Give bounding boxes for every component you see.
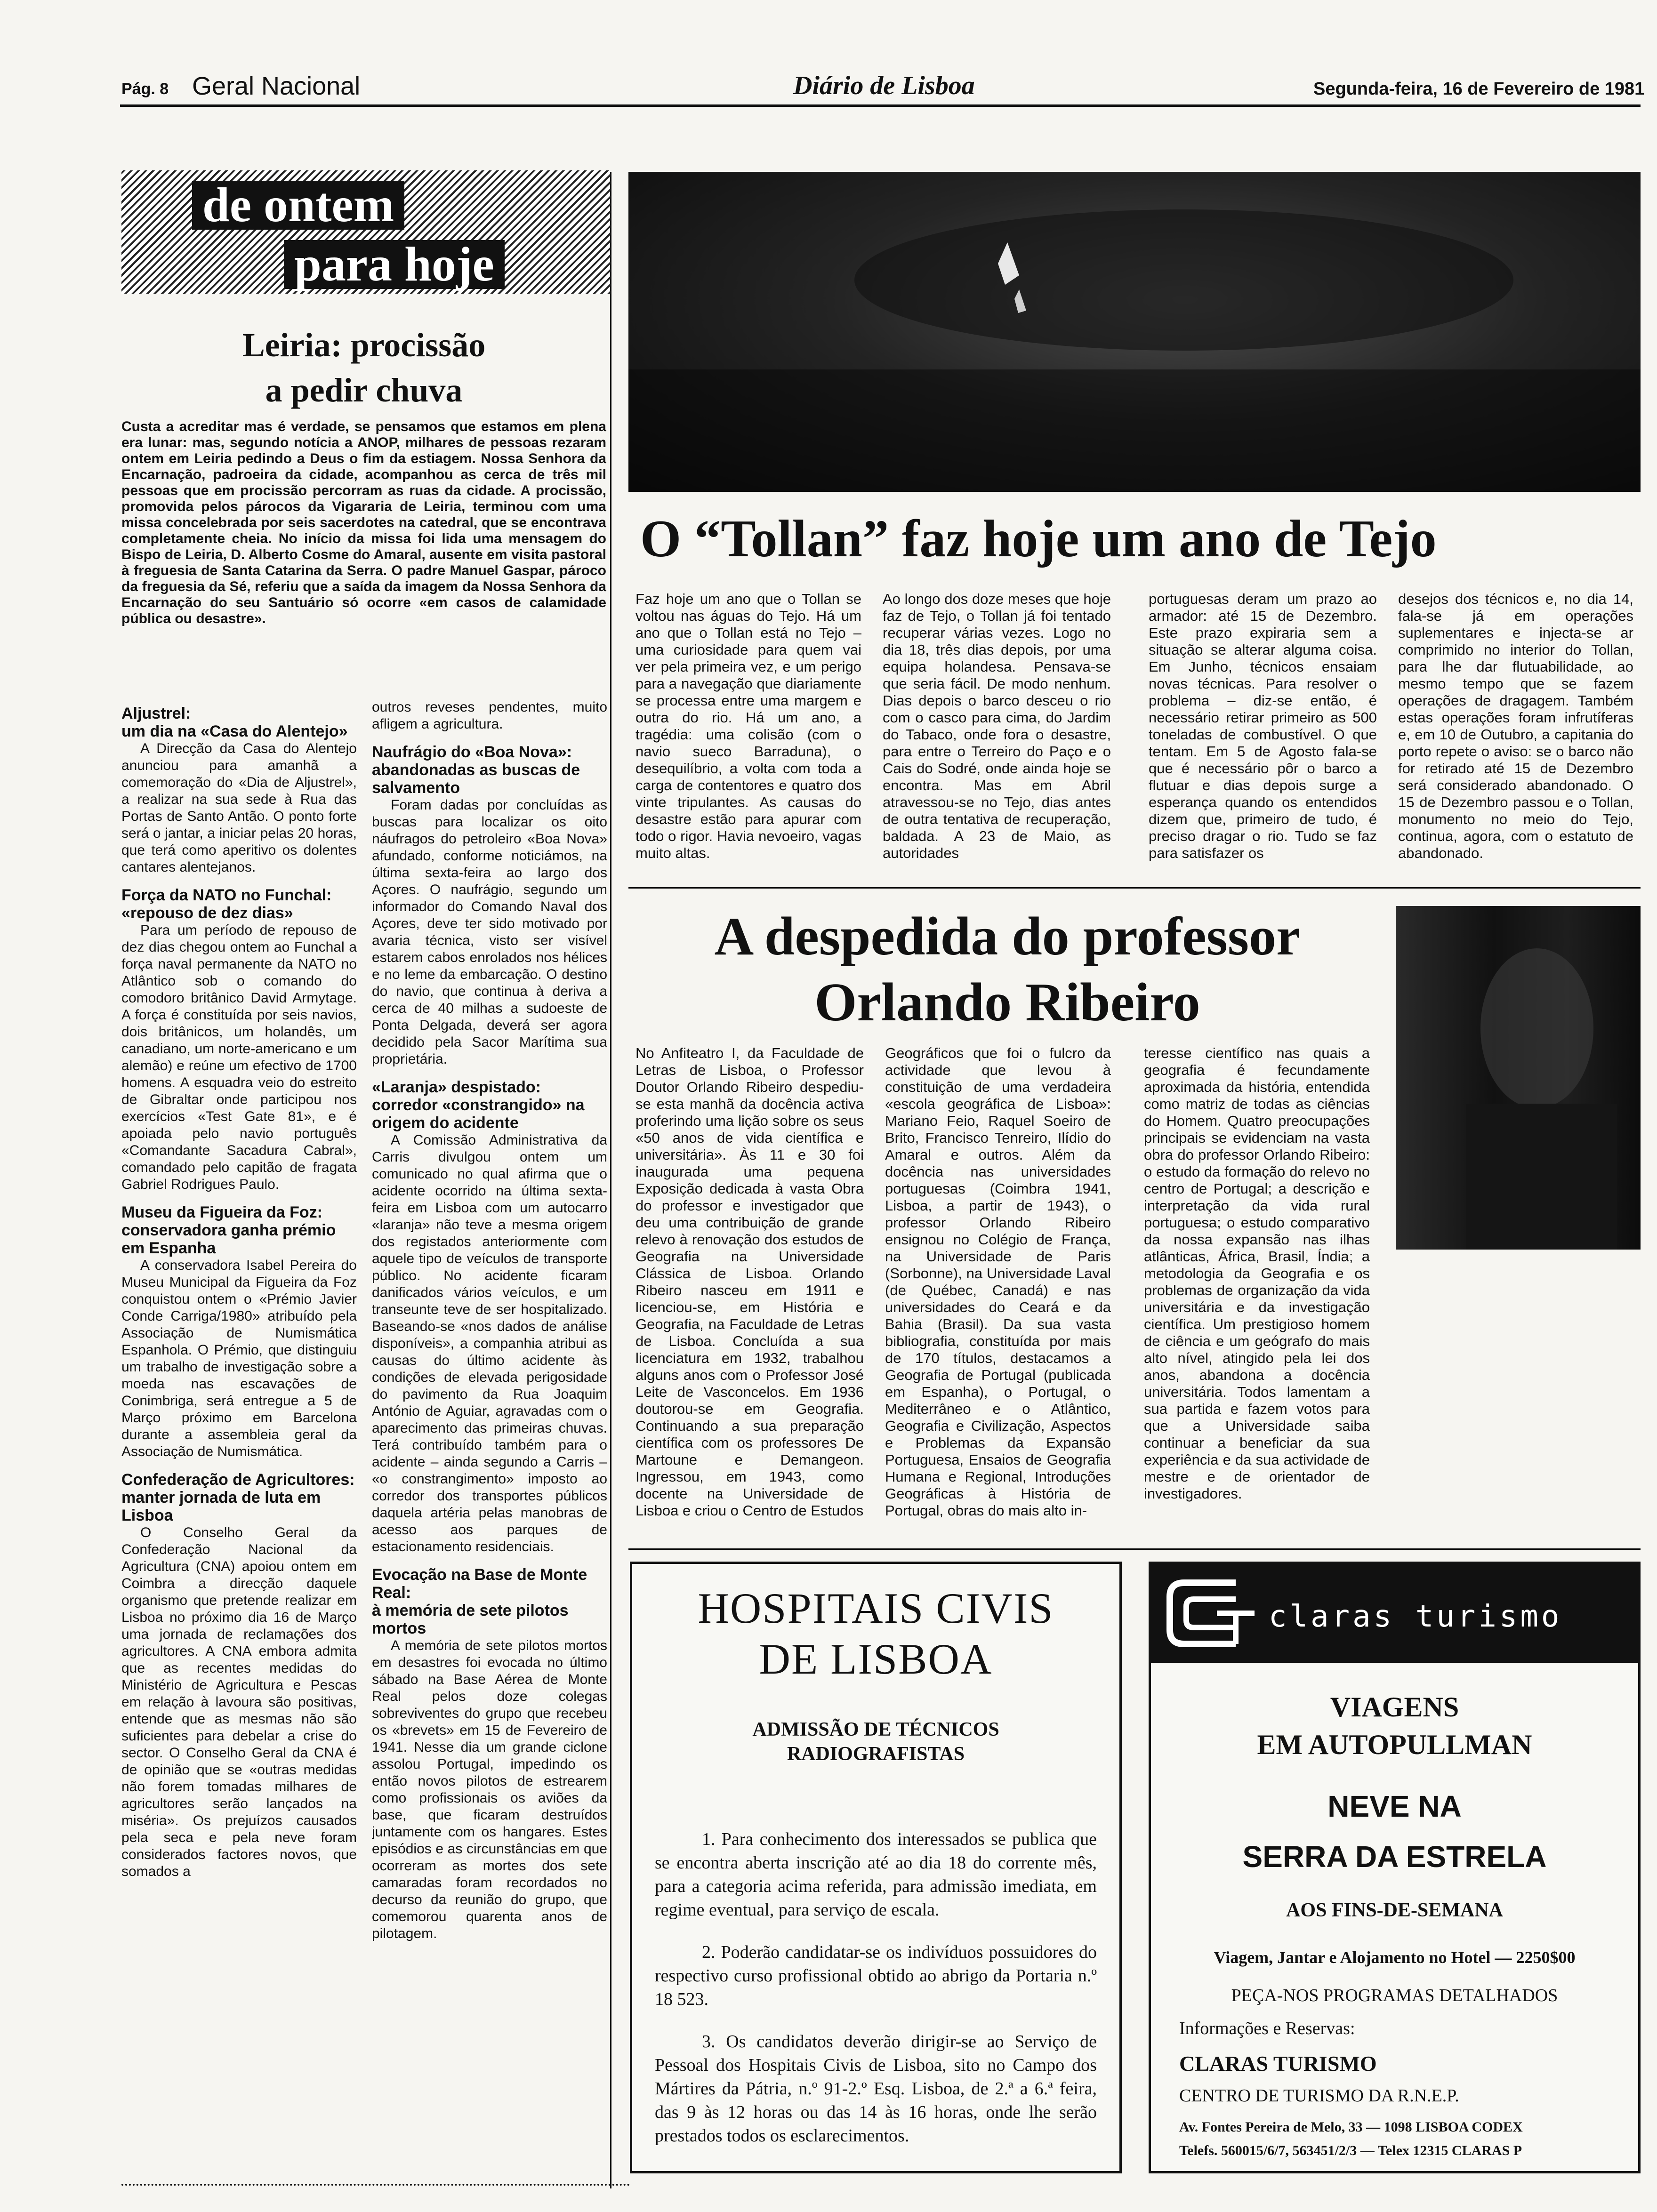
brief-subheadline: «repouso de dez dias» bbox=[121, 904, 293, 922]
orlando-title-line1: A despedida do professor bbox=[714, 906, 1301, 967]
tollan-col-2: Ao longo dos doze meses que hoje faz de Tejo, o Tollan já foi tentado recuperar várias vezes. Logo no dia 18, três dias depois, por uma equipa holandesa. Pensava-se que seria fácil. De modo nenhum. Dias depois o barco desceu o rio com o casco para cima, do Jardim do Tabaco, onde fora o desastre, para entre o Terreiro do Paço e o Cais do Sodré, onde ainda hoje se encontra. Mas em Abril atravessou-se no Tejo, dias antes de outra tentativa de recuperação, baldada. A 23 de Maio, as autoridades bbox=[883, 591, 1111, 861]
brief-text: A memória de sete pilotos mortos em desastres foi evocada no último sábado na Base Aérea de Monte Real pelos doze colegas sobreviventes do grupo que recebeu os «brevets» em 15 de Fevereiro de 1941. Nesse dia um grande ciclone assolou Portugal, impedindo os então novos pilotos de estrearem como profissionais os aviões da base, que ficaram destruídos juntamente com os hangares. Estes episódios e as circunstâncias em que ocorreram as mortes dos sete camaradas foram recordados no decurso da reunião do grupo, que comemorou quarenta anos de pilotagem. bbox=[372, 1638, 607, 1941]
brief-headline: Evocação na Base de Monte Real: bbox=[372, 1566, 587, 1602]
ct-logo-icon bbox=[1165, 1578, 1259, 1649]
tollan-col-3: portuguesas deram um prazo ao armador: até 15 de Dezembro. Este prazo expiraria sem a situação se alterar alguma coisa. Em Junho, técnicos ensaiam novas técnicas. Para resolver o problema – diz-se então, é necessário retirar primeiro as 500 toneladas de combustível. O que tentam. Em 5 de Agosto fala-se que é necessário pôr o barco a flutuar e dias depois surge a esperança quando os entendidos dizem que, primeiro de tudo, é preciso dragar o rio. Tudo se faz para satisfazer os bbox=[1149, 591, 1377, 861]
brief-nato bbox=[121, 886, 357, 1193]
tollan-col-4: desejos dos técnicos e, no dia 14, fala-se já em operações suplementares e injecta-se ar comprimido no interior do Tollan, para lhe dar flutuabilidade, ao mesmo tempo que se fazem operações de dragagem. Também estas operações foram infrutíferas e, em 10 de Outubro, a capitania do porto repete o aviso: se o barco não for retirado até 15 de Dezembro será considerado abandonado. O 15 de Dezembro passou e o Tollan, monumento no meio do Tejo, continua, agora, com o estatuto de abandonado. bbox=[1398, 591, 1633, 861]
brief-museu bbox=[121, 1203, 357, 1460]
brief-headline: Museu da Figueira da Foz: bbox=[121, 1203, 322, 1221]
claras-fins-de-semana: AOS FINS-DE-SEMANA bbox=[1286, 1899, 1503, 1921]
ad-hospitais-title bbox=[655, 1583, 1097, 1684]
ship-hull-shape bbox=[628, 172, 1641, 492]
ad-title-line2: DE LISBOA bbox=[759, 1635, 993, 1683]
brief-subheadline: conservadora ganha prémio em Espanha bbox=[121, 1221, 336, 1257]
brief-text: A Direcção da Casa do Alentejo anunciou para amanhã a comemoração do «Dia de Aljustrel», a realizar na sua sede à Rua das Portas de Santo Antão. O ponto forte será o jantar, a iniciar pelas 20 horas, que terá como aperitivo os dolentes cantares alentejanos. bbox=[121, 741, 357, 875]
claras-logo-text: claras turismo bbox=[1269, 1599, 1562, 1634]
claras-serra: SERRA DA ESTRELA bbox=[1242, 1840, 1547, 1874]
ad-paragraph-1: 1. Para conhecimento dos interessados se publica que se encontra aberta inscrição até ao dia 18 do corrente mês, para a categoria acima referida, para admissão imediata, em regime eventual, para serviço de escala. bbox=[655, 1829, 1097, 1920]
claras-address: Av. Fontes Pereira de Melo, 33 — 1098 LISBOA CODEX bbox=[1179, 2119, 1523, 2135]
briefs-column-1 bbox=[121, 694, 357, 2174]
brief-text: Foram dadas por concluídas as buscas para localizar os oito náufragos do petroleiro «Boa Nova» afundado, conforme noticiámos, na última sexta-feira ao largo dos Açores. O naufrágio, segundo um informador do Comando Naval dos Açores, deve ter sido motivado por avaria técnica, visto ser visível estarem cabos enrolados nos hélices e no leme da embarcação. O destino do navio, que continua à deriva a cerca de 40 milhas a sudoeste de Ponta Delgada, deverá ser agora decidido pela Sacor Marítima sua proprietária. bbox=[372, 797, 607, 1067]
claras-logo-bar bbox=[1151, 1564, 1638, 1663]
portrait-figure bbox=[1396, 906, 1641, 1250]
section-name: Geral Nacional bbox=[192, 72, 361, 100]
claras-brand-name: CLARAS TURISMO bbox=[1179, 2052, 1377, 2076]
tollan-photo bbox=[628, 172, 1641, 492]
leiria-lead: Custa a acreditar mas é verdade, se pensamos que estamos em plena era lunar: mas, segundo notícia a ANOP, milhares de pessoas rezaram ontem em Leiria pedindo a Deus o fim da estiagem. Nossa Senhora da Encarnação, padroeira da cidade, acompanhou as cerca de três mil pessoas que em procissão percorram as ruas da cidade. A procissão, promovida pelos párocos da Vigararia de Leiria, terminou com uma missa concelebrada por seis sacerdotes na catedral, que se encontrava completamente cheia. No início da missa foi lida uma mensagem do Bispo de Leiria, D. Alberto Cosme do Amaral, ausente em visita pastoral à freguesia de Santa Catarina da Serra. O padre Manuel Gaspar, pároco da freguesia da Sé, referiu que a saída da imagem da Nossa Senhora da Encarnação do seu Santuário só ocorre «em casos de calamidade pública ou desastre». bbox=[121, 419, 606, 626]
brief-headline: «Laranja» despistado: bbox=[372, 1078, 541, 1096]
ad-claras-turismo bbox=[1149, 1562, 1641, 2173]
ad-hospitais bbox=[630, 1562, 1122, 2173]
ad-paragraph-3: 3. Os candidatos deverão dirigir-se ao Serviço de Pessoal dos Hospitais Civis de Lisboa, sito no Campo dos Mártires da Pátria, n.º 91-2.º Esq. Lisboa, de 2.ª a 6.ª feira, das 9 às 12 horas ou das 14 às 16 horas, onde lhe serão prestados todos os esclarecimentos. bbox=[655, 2032, 1097, 2146]
brief-subheadline: manter jornada de luta em Lisboa bbox=[121, 1489, 321, 1524]
orlando-col-3: teresse científico nas quais a geografia é fecundamente aproximada da história, entendida como matriz de todas as ciências do Homem. Quatro preocupações principais se evidenciam na vasta obra do professor Orlando Ribeiro: o estudo da formação do relevo no centro de Portugal; a descrição e interpretação da vida rural portuguesa; o estudo comparativo da nossa expansão nas ilhas atlânticas, África, Brasil, Índia; a metodologia da Geografia e os problemas de organização da vida universitária e da investigação científica. Um prestigioso homem de ciência e um geógrafo do mais alto nível, atingido pela lei dos anos, abandona a docência universitária. Todos lamentam a sua partida e fazem votos para que a Universidade saiba continuar a beneficiar da sua experiência e da sua actividade de mestre e de orientador de investigadores. bbox=[1144, 1045, 1370, 1502]
brief-text: outros reveses pendentes, muito afligem a agricultura. bbox=[372, 699, 607, 732]
brief-laranja bbox=[372, 1078, 607, 1555]
ad-title-line1: HOSPITAIS CIVIS bbox=[698, 1584, 1054, 1632]
banner-line2: para hoje bbox=[284, 240, 505, 289]
header-rule bbox=[120, 104, 1641, 107]
tollan-bottom-rule bbox=[628, 887, 1641, 889]
brief-subheadline: corredor «constrangido» na origem do acidente bbox=[372, 1096, 585, 1132]
brief-headline: Confederação de Agricultores: bbox=[121, 1471, 355, 1489]
leiria-headline bbox=[121, 322, 606, 413]
leiria-title-line2: a pedir chuva bbox=[265, 371, 463, 409]
brief-headline: Aljustrel: bbox=[121, 705, 191, 722]
orlando-portrait-photo bbox=[1396, 906, 1641, 1250]
masthead-logo: Diário de Lisboa bbox=[793, 71, 975, 100]
section-banner bbox=[121, 170, 610, 294]
claras-centro: CENTRO DE TURISMO DA R.N.E.P. bbox=[1179, 2086, 1459, 2106]
brief-naufragio bbox=[372, 743, 607, 1068]
ad-paragraph-2: 2. Poderão candidatar-se os indivíduos possuidores do respectivo curso profissional obtido ao abrigo da Portaria n.º 18 523. bbox=[655, 1942, 1097, 2009]
bottom-dotted-rule bbox=[121, 2184, 630, 2186]
brief-subheadline: à memória de sete pilotos mortos bbox=[372, 1602, 569, 1637]
issue-date: Segunda-feira, 16 de Fevereiro de 1981 bbox=[1313, 79, 1645, 99]
leiria-title-line1: Leiria: procissão bbox=[242, 326, 486, 364]
brief-headline: Naufrágio do «Boa Nova»: bbox=[372, 743, 572, 761]
brief-text: A Comissão Administrativa da Carris divulgou ontem um comunicado no qual afirma que o acidente ocorrido na última sexta-feira em Lisboa com um autocarro «laranja» não teve a mesma origem dos registados anteriormente com aquele tipo de veículos de transporte público. No acidente ficaram danificados vários veículos, e um transeunte teve de ser hospitalizado. Baseando-se «nos dados de análise disponíveis», a companhia atribui as causas do último acidente às condições de elevada perigosidade do pavimento da Rua Joaquim António de Aguiar, agravadas com o aparecimento das primeiras chuvas. Terá contribuído também para o acidente – ainda segundo a Carris – «o constrangimento» imposto ao corredor dos transportes públicos daquela artéria pelas manobras de acesso aos parques de estacionamento residenciais. bbox=[372, 1132, 607, 1555]
brief-aljustrel bbox=[121, 705, 357, 876]
orlando-title-line2: Orlando Ribeiro bbox=[814, 972, 1200, 1033]
brief-text: O Conselho Geral da Confederação Nacional da Agricultura (CNA) apoiou ontem em Coimbra a direcção daquele organismo que pretende realizar em Lisboa no próximo dia 16 de Março uma jornada de reclamações dos agricultores. A CNA embora admita que as recentes medidas do Ministério de Agricultura e Pescas em relação à lavoura são positivas, entende que as mesmas não são suficientes para debelar a crise do sector. O Conselho Geral da CNA é de opinião que se «outras medidas não forem tomadas milhares de agricultores serão lançados na miséria». Os prejuízos causados pela seca e pela neve foram considerados factores novos, que somados a bbox=[121, 1525, 357, 1879]
claras-pedido: PEÇA-NOS PROGRAMAS DETALHADOS bbox=[1231, 1986, 1558, 2005]
briefs-column-2 bbox=[372, 694, 607, 2174]
brief-monte-real bbox=[372, 1566, 607, 1942]
orlando-col-1: No Anfiteatro I, da Faculdade de Letras de Lisboa, o Professor Doutor Orlando Ribeiro despediu-se esta manhã da docência activa proferindo uma lição sobre os seus «50 anos de vida científica e universitária». Às 11 e 30 foi inaugurada uma pequena Exposição dedicada à vasta Obra do professor e investigador que deu uma contribuição de grande relevo à renovação dos estudos de Geografia na Universidade Clássica de Lisboa. Orlando Ribeiro nasceu em 1911 e licenciou-se, em História e Geografia, na Faculdade de Letras de Lisboa. Concluída a sua licenciatura em 1932, trabalhou alguns anos com o Professor José Leite de Vasconcelos. Em 1936 doutorou-se em Geografia. Continuando a sua preparação científica com os professores De Martoune e Demangeon. Ingressou, em 1943, como docente na Universidade de Lisboa e criou o Centro de Estudos bbox=[635, 1045, 864, 1519]
orlando-headline bbox=[631, 904, 1384, 1035]
ad-hospitais-subtitle bbox=[655, 1717, 1097, 1766]
claras-neve: NEVE NA bbox=[1327, 1789, 1462, 1823]
brief-text: A conservadora Isabel Pereira do Museu Municipal da Figueira da Foz conquistou ontem o «Prémio Javier Conde Carriga/1980» atribuído pela Associação de Numismática Espanhola. O Prémio, que distinguiu um trabalho de investigação sobre a moeda nas escavações de Conimbriga, será entregue a 5 de Março próximo em Barcelona durante a assembleia geral da Associação de Numismática. bbox=[121, 1258, 357, 1459]
orlando-col-2: Geográficos que foi o fulcro da actividade que levou à constituição de uma verdadeira «escola geográfica de Lisboa»: Mariano Feio, Raquel Soeiro de Brito, Francisco Tenreiro, Ilídio do Amaral e outros. Além da docência nas universidades portuguesas (Coimbra 1941, Lisboa, a partir de 1943), o professor Orlando Ribeiro ensignou no Colégio de França, na Universidade de Paris (Sorbonne), na Universidade Laval (de Québec, Canadá) e nas universidades do Ceará e da Bahia (Brasil). Da sua vasta bibliografia, constituída por mais de 170 títulos, destacamos a Geografia de Portugal (publicada em Espanha), o Portugal, o Mediterrâneo e o Atlântico, Geografia e Civilização, Aspectos e Problemas da Expansão Portuguesa, Ensaios de Geografia Humana e Regional, Introduções Geográficas à História de Portugal, obras do mais alto in- bbox=[885, 1045, 1111, 1519]
claras-viagens: VIAGENS bbox=[1330, 1691, 1459, 1723]
orlando-bottom-rule bbox=[628, 1548, 1641, 1550]
tollan-headline: O “Tollan” faz hoje um ano de Tejo bbox=[640, 510, 1437, 568]
claras-phones: Telefs. 560015/6/7, 563451/2/3 — Telex 12315 CLARAS P bbox=[1179, 2143, 1522, 2158]
tollan-col-1: Faz hoje um ano que o Tollan se voltou nas águas do Tejo. Há um ano que o Tollan está no Tejo – uma curiosidade para quem vai ver pela primeira vez, e um perigo para a navegação que diariamente se processa entre uma margem e outra do rio. Há um ano, a tragédia: uma colisão (com o navio sueco Barraduna), o desequilíbrio, a volta com toda a carga de contentores e quatro dos vinte tripulantes. As causas do desastre estão para apurar com todo o rigor. Havia nevoeiro, vagas muito altas. bbox=[635, 591, 861, 861]
brief-continuation bbox=[372, 699, 607, 733]
claras-autopullman: EM AUTOPULLMAN bbox=[1257, 1729, 1532, 1760]
ad-subtitle-line2: RADIOGRAFISTAS bbox=[787, 1743, 965, 1765]
claras-info-label: Informações e Reservas: bbox=[1179, 2019, 1355, 2038]
brief-subheadline: abandonadas as buscas de salvamento bbox=[372, 761, 580, 797]
brief-text: Para um período de repouso de dez dias chegou ontem ao Funchal a força naval permanente da NATO no Atlântico sob o comando do comodoro britânico David Armytage. A força é constituída por seis navios, dois britânicos, um holandês, um canadiano, um norte-americano e um alemão) e reúne um efectivo de 1700 homens. A esquadra veio do estreito de Gibraltar onde participou nos exercícios «Test Gate 81», e é apoiada pelo navio português «Comandante Sacadura Cabral», comandado pelo capitão de fragata Gabriel Rodrigues Paulo. bbox=[121, 922, 357, 1192]
column-divider-left bbox=[610, 172, 611, 2188]
banner-line1: de ontem bbox=[192, 181, 404, 230]
ad-subtitle-line1: ADMISSÃO DE TÉCNICOS bbox=[752, 1719, 999, 1740]
brief-agricultores bbox=[121, 1471, 357, 1880]
brief-headline: Força da NATO no Funchal: bbox=[121, 886, 332, 904]
claras-price-line: Viagem, Jantar e Alojamento no Hotel — 2250$00 bbox=[1214, 1948, 1576, 1967]
brief-subheadline: um dia na «Casa do Alentejo» bbox=[121, 722, 348, 740]
page-number: Pág. 8 bbox=[121, 80, 169, 98]
